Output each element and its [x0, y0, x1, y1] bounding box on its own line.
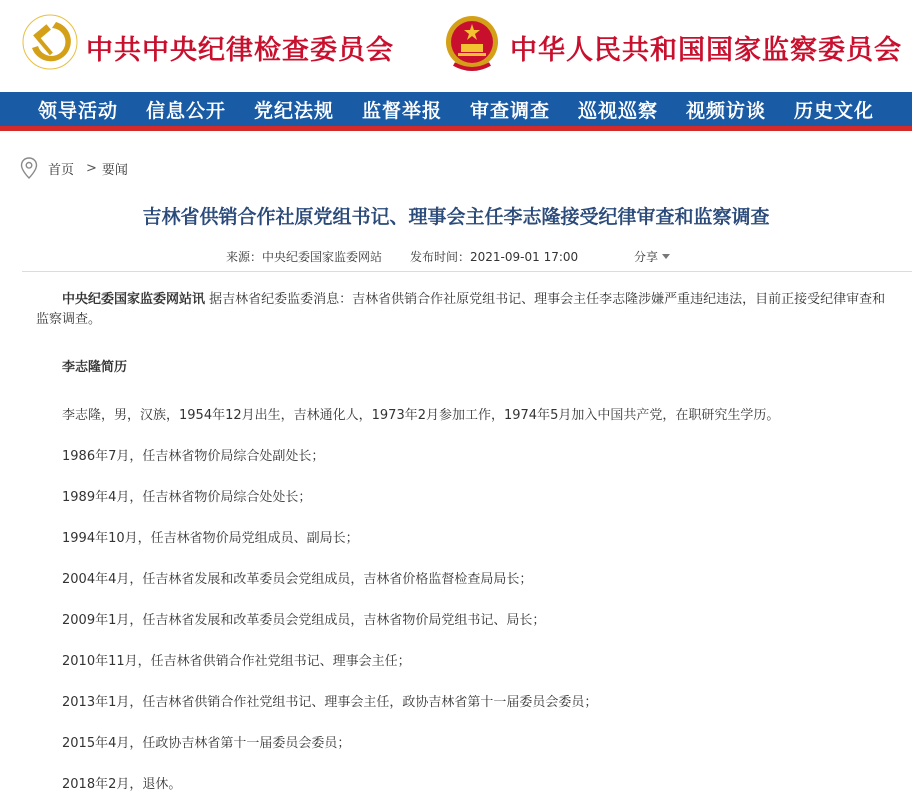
- nav-item-regulations[interactable]: 党纪法规: [253, 99, 334, 122]
- breadcrumb-separator: >: [86, 160, 97, 176]
- national-emblem-icon[interactable]: [444, 12, 500, 74]
- career-item: 2013年1月，任吉林省供销合作社党组书记、理事会主任，政协吉林省第十一届委员会委员；: [62, 695, 598, 710]
- article-publish-time: [410, 248, 578, 265]
- career-item: 2010年11月，任吉林省供销合作社党组书记、理事会主任；: [62, 654, 411, 669]
- nav-item-history[interactable]: 历史文化: [793, 99, 874, 122]
- lead-source-tag: 中央纪委国家监委网站讯: [62, 292, 206, 307]
- nav-item-video[interactable]: 视频访谈: [685, 99, 766, 122]
- lead-text: 据吉林省纪委监委消息：吉林省供销合作社原党组书记、理事会主任李志隆涉嫌严重违纪违法，目前正接受纪律审查和监察调查。: [36, 292, 886, 327]
- nav-item-leadership[interactable]: 领导活动: [37, 99, 118, 122]
- share-label: 分享: [634, 250, 659, 264]
- nav-divider: [0, 126, 912, 131]
- breadcrumb-home[interactable]: 首页: [48, 162, 75, 178]
- publish-label: 发布时间：: [410, 250, 471, 264]
- bio-intro: 李志隆，男，汉族，1954年12月出生，吉林通化人，1973年2月参加工作，1974年5月加入中国共产党，在职研究生学历。: [62, 408, 780, 423]
- article-body: [36, 290, 886, 795]
- nav-item-inspection[interactable]: 巡视巡察: [577, 99, 658, 122]
- location-pin-icon: [20, 157, 38, 179]
- breadcrumb: [20, 157, 128, 179]
- career-item: 2009年1月，任吉林省发展和改革委员会党组成员，吉林省物价局党组书记、局长；: [62, 613, 546, 628]
- party-emblem-icon[interactable]: [22, 14, 78, 70]
- career-item: 1989年4月，任吉林省物价局综合处处长；: [62, 490, 312, 505]
- org-title-right[interactable]: 中华人民共和国国家监察委员会: [510, 35, 902, 66]
- nav-item-disclosure[interactable]: 信息公开: [145, 99, 226, 122]
- article-source: [226, 248, 382, 265]
- main-nav: [0, 92, 912, 126]
- nav-item-report[interactable]: 监督举报: [361, 99, 442, 122]
- share-button[interactable]: [634, 248, 670, 265]
- breadcrumb-current[interactable]: 要闻: [101, 162, 128, 178]
- nav-item-investigation[interactable]: 审查调查: [469, 99, 550, 122]
- publish-value: 2021-09-01 17:00: [470, 250, 579, 264]
- article-meta: [0, 248, 912, 264]
- career-item: 2004年4月，任吉林省发展和改革委员会党组成员，吉林省价格监督检查局局长；: [62, 572, 533, 587]
- org-title-left[interactable]: 中共中央纪律检查委员会: [86, 35, 394, 66]
- bio-heading: 李志隆简历: [62, 360, 128, 375]
- career-item: 1986年7月，任吉林省物价局综合处副处长；: [62, 449, 325, 464]
- source-label: 来源：: [226, 250, 263, 264]
- site-header: [0, 0, 912, 92]
- career-item: 2015年4月，任政协吉林省第十一届委员会委员；: [62, 736, 351, 751]
- meta-divider: [22, 271, 912, 272]
- career-item: 1994年10月，任吉林省物价局党组成员、副局长；: [62, 531, 359, 546]
- article-title: 吉林省供销合作社原党组书记、理事会主任李志隆接受纪律审查和监察调查: [142, 206, 770, 228]
- lead-paragraph: [36, 290, 886, 330]
- chevron-down-icon: [662, 254, 670, 259]
- career-item: 2018年2月，退休。: [62, 777, 182, 792]
- source-value: 中央纪委国家监委网站: [262, 250, 383, 264]
